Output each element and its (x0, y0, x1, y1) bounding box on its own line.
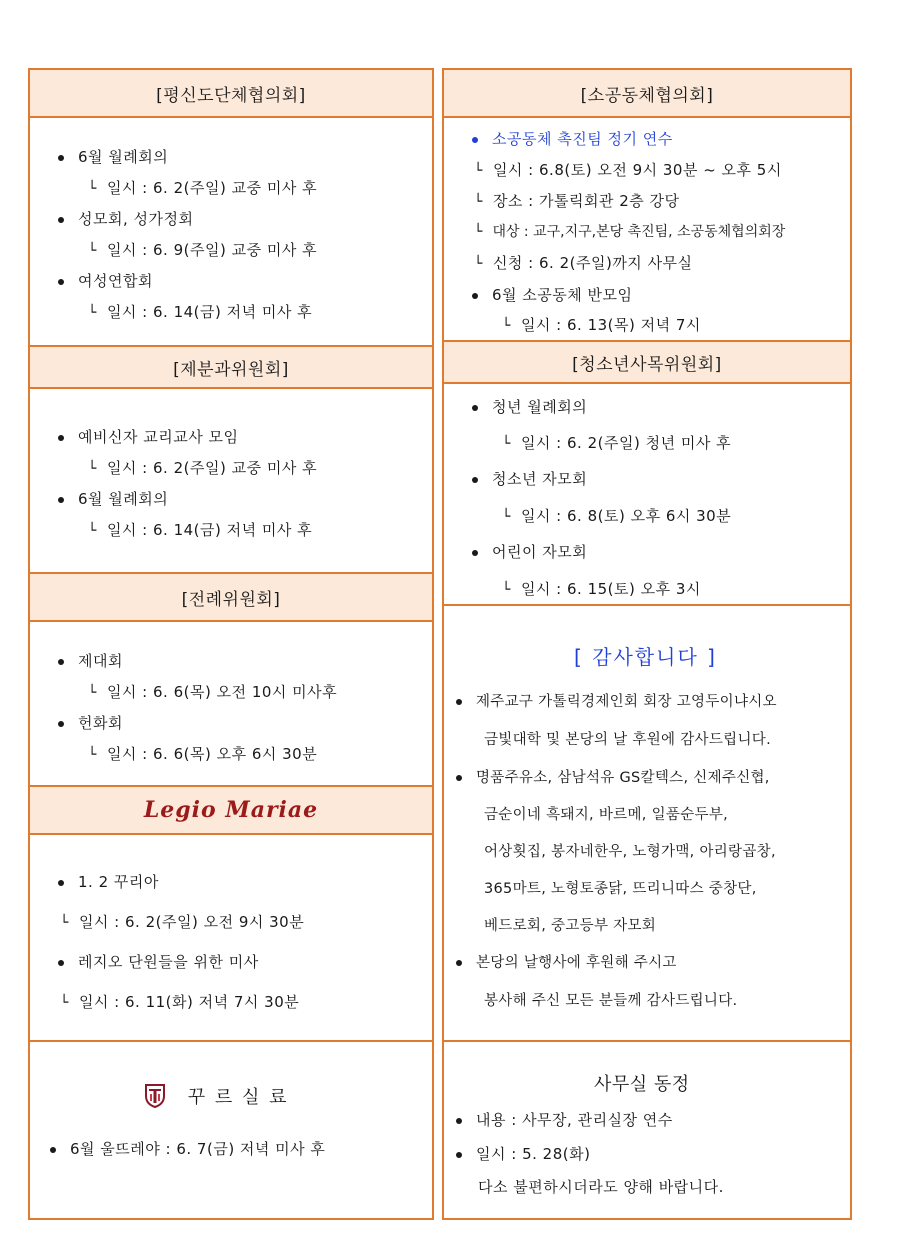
corner-arrow-icon: └ (474, 256, 483, 272)
legio-header (30, 787, 432, 833)
bullet-icon (58, 721, 64, 727)
corner-arrow-icon: └ (88, 243, 97, 259)
bullet-icon (58, 435, 64, 441)
list-item-detail: └ 대상 : 교구,지구,본당 촉진팀, 소공동체협의회장 (474, 224, 786, 240)
list-item-detail: └ 일시 : 6. 6(목) 오전 10시 미사후 (88, 683, 338, 701)
bullet-icon (456, 960, 462, 966)
list-item: 6월 울뜨레야 : 6. 7(금) 저녁 미사 후 (50, 1138, 325, 1159)
list-item-detail: └ 일시 : 6. 6(목) 오후 6시 30분 (88, 745, 318, 763)
divider (444, 1040, 850, 1042)
youth-title: [청소년사목위원회] (572, 354, 722, 375)
list-item: 어린이 자모회 (472, 541, 587, 562)
corner-arrow-icon: └ (474, 224, 483, 240)
thanks-line: 금순이네 흑돼지, 바르메, 일품순두부, (484, 807, 729, 823)
bullet-icon (456, 775, 462, 781)
cursillo-logo-icon (142, 1082, 168, 1113)
divider (444, 382, 850, 384)
list-item: 예비신자 교리교사 모임 (58, 426, 238, 447)
list-item: 헌화회 (58, 712, 123, 733)
list-item-detail: └ 일시 : 6. 15(토) 오후 3시 (502, 580, 701, 598)
bullet-icon (58, 155, 64, 161)
list-item-detail: └ 일시 : 6. 14(금) 저녁 미사 후 (88, 521, 313, 539)
jebun-header (30, 347, 432, 387)
corner-arrow-icon: └ (502, 509, 511, 525)
divider (30, 116, 432, 118)
corner-arrow-icon: └ (88, 747, 97, 763)
divider (444, 116, 850, 118)
list-item-detail: └ 일시 : 6. 2(주일) 교중 미사 후 (88, 179, 318, 197)
thanks-line: 365마트, 노형토종닭, 뜨리니따스 중창단, (484, 881, 757, 897)
jeonrye-title: [전례위원회] (181, 589, 281, 610)
bullet-icon (456, 1118, 462, 1124)
list-item: 내용 : 사무장, 관리실장 연수 (456, 1109, 673, 1130)
list-item: 여성연합회 (58, 270, 153, 291)
thanks-paragraph: 제주교구 가톨릭경제인회 회장 고영두이냐시오 (456, 690, 777, 711)
bullet-icon (472, 477, 478, 483)
bullet-icon (58, 659, 64, 665)
list-item-detail: └ 일시 : 6. 2(주일) 오전 9시 30분 (60, 913, 305, 931)
thanks-title: [ 감사합니다 ] (574, 645, 717, 669)
sogong-title: [소공동체협의회] (580, 85, 714, 106)
corner-arrow-icon: └ (502, 582, 511, 598)
bullet-icon (456, 699, 462, 705)
list-item-detail: └ 일시 : 6. 14(금) 저녁 미사 후 (88, 303, 313, 321)
corner-arrow-icon: └ (88, 181, 97, 197)
bullet-icon (58, 279, 64, 285)
list-item: 청년 월례회의 (472, 396, 587, 417)
list-item: 6월 소공동체 반모임 (472, 284, 633, 305)
corner-arrow-icon: └ (502, 318, 511, 334)
corner-arrow-icon: └ (88, 685, 97, 701)
jeonrye-header (30, 574, 432, 620)
pyeongsin-header (30, 70, 432, 116)
bullet-icon (50, 1147, 56, 1153)
bullet-icon (472, 293, 478, 299)
corner-arrow-icon: └ (88, 305, 97, 321)
thanks-paragraph: 본당의 날행사에 후원해 주시고 (456, 951, 677, 972)
bullet-icon (58, 960, 64, 966)
list-item: 제대회 (58, 650, 123, 671)
list-item-detail: └ 일시 : 6. 2(주일) 청년 미사 후 (502, 434, 732, 452)
thanks-line: 베드로회, 중고등부 자모회 (484, 918, 657, 934)
divider (30, 620, 432, 622)
thanks-paragraph: 명품주유소, 삼남석유 GS칼텍스, 신제주신협, (456, 766, 770, 787)
list-item-detail: └ 일시 : 6. 2(주일) 교중 미사 후 (88, 459, 318, 477)
list-item: 6월 월례회의 (58, 488, 168, 509)
list-item: 일시 : 5. 28(화) (456, 1143, 590, 1164)
corner-arrow-icon: └ (88, 523, 97, 539)
bullet-icon (456, 1152, 462, 1158)
sogong-header (444, 70, 850, 116)
list-item-detail: └ 일시 : 6. 13(목) 저녁 7시 (502, 316, 701, 334)
list-item-detail: └ 신청 : 6. 2(주일)까지 사무실 (474, 254, 693, 272)
corner-arrow-icon: └ (60, 995, 69, 1011)
corner-arrow-icon: └ (474, 163, 483, 179)
divider (30, 833, 432, 835)
divider (30, 1040, 432, 1042)
list-item: 성모회, 성가정회 (58, 208, 193, 229)
bullet-icon (472, 137, 478, 143)
legio-title: Legio Mariae (143, 797, 319, 823)
thanks-line: 봉사해 주신 모든 분들께 감사드립니다. (484, 993, 738, 1009)
bullet-icon (472, 405, 478, 411)
list-item: 레지오 단원들을 위한 미사 (58, 951, 259, 972)
list-item: 청소년 자모회 (472, 468, 587, 489)
bullet-icon (58, 217, 64, 223)
thanks-line: 어상횟집, 봉자네한우, 노형가맥, 아리랑곱창, (484, 844, 776, 860)
list-item: 6월 월례회의 (58, 146, 168, 167)
thanks-line: 금빛대학 및 본당의 날 후원에 감사드립니다. (484, 732, 771, 748)
jebun-title: [제분과위원회] (173, 359, 289, 380)
corner-arrow-icon: └ (502, 436, 511, 452)
youth-header (444, 342, 850, 382)
corner-arrow-icon: └ (60, 915, 69, 931)
list-item-detail: └ 일시 : 6.8(토) 오전 9시 30분 ~ 오후 5시 (474, 161, 782, 179)
list-item-detail: └ 일시 : 6. 11(화) 저녁 7시 30분 (60, 993, 300, 1011)
list-item-detail: └ 일시 : 6. 9(주일) 교중 미사 후 (88, 241, 318, 259)
corner-arrow-icon: └ (88, 461, 97, 477)
office-note: 다소 불편하시더라도 양해 바랍니다. (478, 1178, 724, 1196)
bullet-icon (58, 880, 64, 886)
divider (30, 387, 432, 389)
pyeongsin-title: [평신도단체협의회] (156, 85, 306, 106)
bullet-icon (472, 550, 478, 556)
office-title: 사무실 동정 (594, 1074, 690, 1095)
list-item: 1. 2 꾸리아 (58, 871, 159, 892)
cursillo-title: 꾸 르 실 료 (187, 1086, 289, 1108)
divider (444, 604, 850, 606)
corner-arrow-icon: └ (474, 194, 483, 210)
bullet-icon (58, 497, 64, 503)
cursillo-heading (142, 1082, 288, 1113)
list-item: 소공동체 촉진팀 정기 연수 (472, 128, 673, 149)
list-item-detail: └ 일시 : 6. 8(토) 오후 6시 30분 (502, 507, 732, 525)
list-item-detail: └ 장소 : 가톨릭회관 2층 강당 (474, 192, 680, 210)
